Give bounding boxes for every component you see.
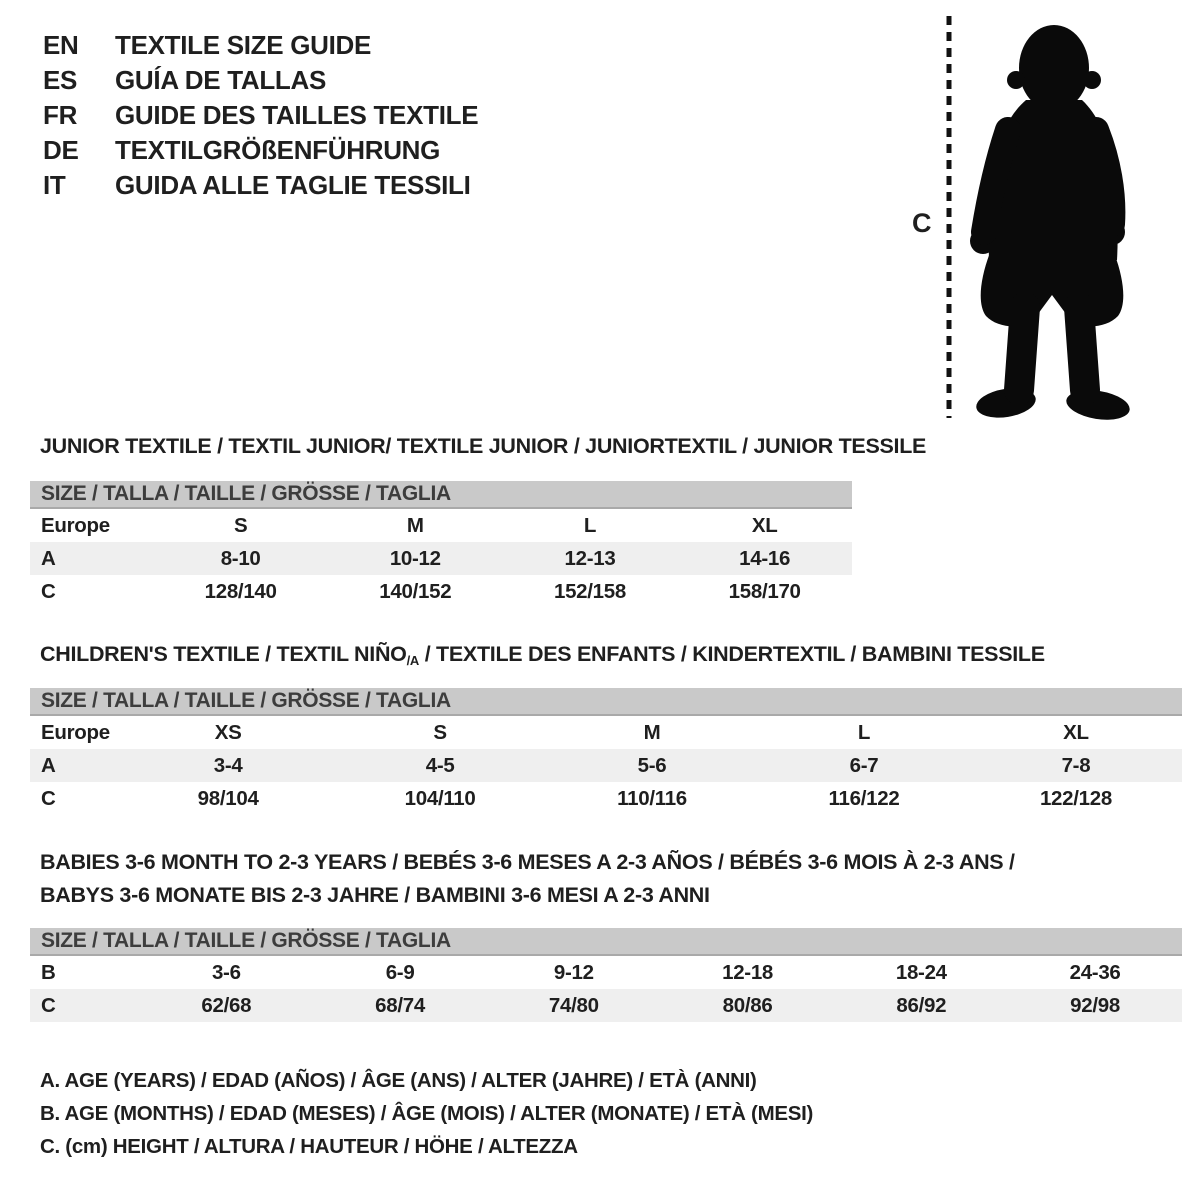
age-cell: 10-12 <box>389 547 441 570</box>
age-cell: 8-10 <box>220 547 261 570</box>
legend <box>40 1064 813 1163</box>
height-cell: 86/92 <box>896 994 947 1017</box>
junior-section-title: JUNIOR TEXTILE / TEXTIL JUNIOR/ TEXTILE JUNIOR / JUNIORTEXTIL / JUNIOR TESSILE <box>40 434 927 458</box>
table-row-age <box>30 542 852 575</box>
table-row-height <box>30 989 1182 1022</box>
height-cell: 104/110 <box>404 787 476 810</box>
age-cell: 14-16 <box>739 547 791 570</box>
size-header-bar: SIZE / TALLA / TAILLE / GRÖSSE / TAGLIA <box>30 688 1182 716</box>
age-cell: 4-5 <box>425 754 455 777</box>
age-cell: 24-36 <box>1069 961 1121 984</box>
age-cell: 9-12 <box>553 961 594 984</box>
children-section-title <box>40 642 1045 668</box>
language-title: GUIDA ALLE TAGLIE TESSILI <box>115 170 471 200</box>
height-cell: 74/80 <box>548 994 599 1017</box>
height-cell: 122/128 <box>1039 787 1112 810</box>
language-row-fr <box>43 98 478 133</box>
language-title: TEXTILE SIZE GUIDE <box>115 30 372 60</box>
junior-size-table <box>30 481 852 608</box>
language-row-it <box>43 168 478 203</box>
age-cell: 12-13 <box>564 547 616 570</box>
children-size-table <box>30 688 1182 815</box>
toddler-silhouette-icon <box>962 12 1142 422</box>
height-cell: 116/122 <box>828 787 900 810</box>
children-title-after: / TEXTILE DES ENFANTS / KINDERTEXTIL / BAMBINI TESSILE <box>419 642 1045 666</box>
babies-section-title-line2: BABYS 3-6 MONATE BIS 2-3 JAHRE / BAMBINI 3-6 MESI A 2-3 ANNI <box>40 883 710 907</box>
language-title: GUÍA DE TALLAS <box>115 65 327 95</box>
size-cell: L <box>583 514 597 537</box>
size-cell: L <box>857 721 871 744</box>
language-code: FR <box>43 100 78 130</box>
row-label: B <box>41 961 56 984</box>
row-label: A <box>41 754 56 777</box>
language-row-de <box>43 133 478 168</box>
height-cell: 152/158 <box>553 580 626 603</box>
language-code: DE <box>43 135 79 165</box>
language-code: EN <box>43 30 79 60</box>
height-cell: 140/152 <box>379 580 452 603</box>
height-cell: 98/104 <box>197 787 259 810</box>
table-row-europe <box>30 509 852 542</box>
babies-section-title-line1: BABIES 3-6 MONTH TO 2-3 YEARS / BEBÉS 3-6 MESES A 2-3 AÑOS / BÉBÉS 3-6 MOIS À 2-3 ANS / <box>40 850 1015 874</box>
age-cell: 7-8 <box>1061 754 1091 777</box>
table-row-height <box>30 782 1182 815</box>
size-cell: M <box>643 721 661 744</box>
row-label: C <box>41 580 56 603</box>
height-cell: 62/68 <box>201 994 252 1017</box>
table-row-age-months <box>30 956 1182 989</box>
age-cell: 3-4 <box>213 754 243 777</box>
size-cell: M <box>406 514 424 537</box>
age-cell: 5-6 <box>637 754 667 777</box>
size-header-bar: SIZE / TALLA / TAILLE / GRÖSSE / TAGLIA <box>30 928 1182 956</box>
height-cell: 68/74 <box>375 994 425 1017</box>
height-cell: 158/170 <box>728 580 801 603</box>
language-row-en <box>43 28 478 63</box>
row-label: C <box>41 787 56 810</box>
row-label: Europe <box>41 721 110 744</box>
size-cell: S <box>433 721 447 744</box>
height-measure-line <box>944 16 954 418</box>
size-cell: XL <box>751 514 778 537</box>
language-title: TEXTILGRÖßENFÜHRUNG <box>115 135 441 165</box>
size-cell: XL <box>1063 721 1089 744</box>
age-cell: 18-24 <box>895 961 947 984</box>
language-code: ES <box>43 65 78 95</box>
language-code: IT <box>43 170 66 200</box>
row-label: Europe <box>41 514 110 537</box>
row-label: A <box>41 547 56 570</box>
age-cell: 6-7 <box>849 754 879 777</box>
age-cell: 12-18 <box>722 961 774 984</box>
legend-line-c: C. (cm) HEIGHT / ALTURA / HAUTEUR / HÖHE / ALTEZZA <box>40 1135 578 1158</box>
language-title: GUIDE DES TAILLES TEXTILE <box>115 100 479 130</box>
table-row-europe <box>30 716 1182 749</box>
babies-size-table <box>30 928 1182 1022</box>
size-cell: S <box>233 514 248 537</box>
size-header-bar: SIZE / TALLA / TAILLE / GRÖSSE / TAGLIA <box>30 481 852 509</box>
height-cell: 92/98 <box>1070 994 1120 1017</box>
language-title-list <box>43 28 478 203</box>
children-title-before: CHILDREN'S TEXTILE / TEXTIL NIÑO <box>40 642 407 666</box>
table-row-age <box>30 749 1182 782</box>
table-row-height <box>30 575 852 608</box>
height-measure-label: C <box>912 208 932 238</box>
age-cell: 6-9 <box>385 961 415 984</box>
height-cell: 80/86 <box>722 994 773 1017</box>
legend-line-b: B. AGE (MONTHS) / EDAD (MESES) / ÂGE (MOIS) / ALTER (MONATE) / ETÀ (MESI) <box>40 1102 814 1125</box>
children-title-subscript: /A <box>406 653 420 668</box>
language-row-es <box>43 63 478 98</box>
legend-line-a: A. AGE (YEARS) / EDAD (AÑOS) / ÂGE (ANS) / ALTER (JAHRE) / ETÀ (ANNI) <box>40 1069 757 1092</box>
size-cell: XS <box>214 721 242 744</box>
age-cell: 3-6 <box>211 961 241 984</box>
height-cell: 110/116 <box>617 787 687 810</box>
row-label: C <box>41 994 56 1017</box>
height-cell: 128/140 <box>204 580 277 603</box>
